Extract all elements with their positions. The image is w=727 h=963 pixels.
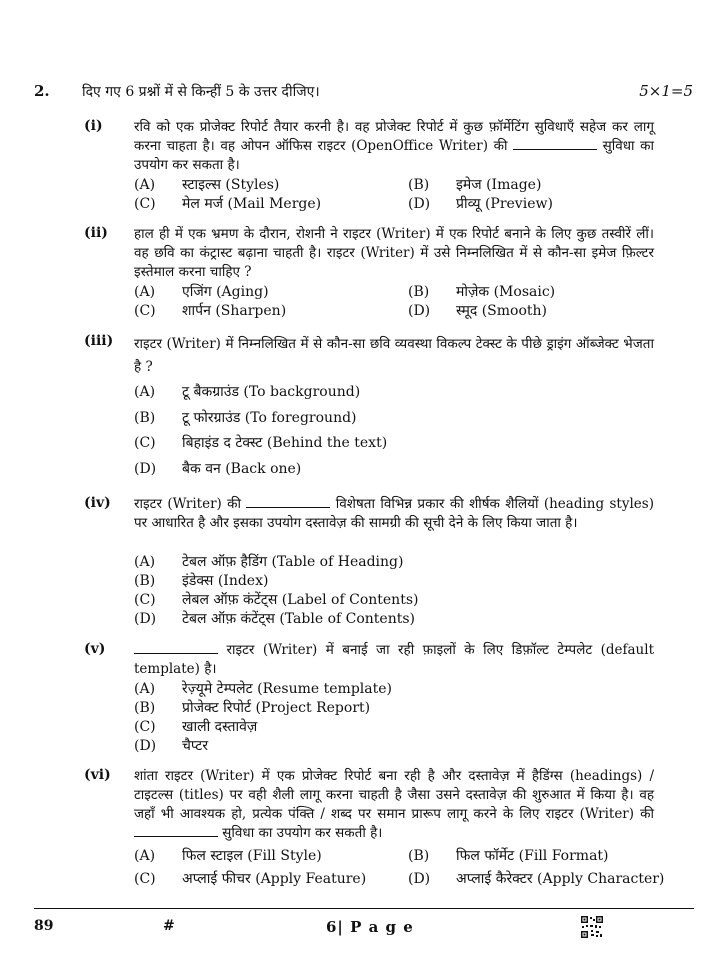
answer-blank — [246, 495, 330, 508]
option-c: (C) अप्लाई फीचर (Apply Feature) — [134, 871, 367, 887]
option-d: (D) अप्लाई कैरेक्टर (Apply Character) — [408, 871, 665, 887]
option-b: (B) टू फोरग्राउंड (To foreground) — [134, 410, 357, 426]
question-number: 2. — [34, 82, 50, 100]
option-d: (D) चैप्टर — [134, 738, 209, 754]
option-c: (C) बिहाइंड द टेक्स्ट (Behind the text) — [134, 435, 388, 451]
question-stem — [134, 641, 654, 679]
part-number: (iii) — [84, 333, 114, 349]
question-stem — [134, 495, 654, 533]
answer-blank — [134, 824, 218, 837]
answer-blank — [134, 641, 218, 654]
option-b: (B) मोज़ेक (Mosaic) — [408, 284, 556, 300]
option-c: (C) खाली दस्तावेज़ — [134, 719, 258, 735]
stem-text-before: शांता राइटर (Writer) में एक प्रोजेक्ट रिपोर्ट बना रही है और दस्तावेज़ में हैडिंग्स (headings) / टाइटल्स (titles) पर वही शैली लागू करना चाहती है जैसा उसने दस्तावेज़ की शुरुआत में किया है। वह जहाँ भी आवश्यक हो, प्रत्येक पंक्ति / शब्द पर समान प्रारूप लागू करने के लिए राइटर (Writer) की — [134, 768, 654, 822]
stem-text-after: सुविधा का उपयोग कर सकता है। — [134, 138, 654, 173]
stem-text-after: राइटर (Writer) में बनाई जा रही फ़ाइलों के लिए डिफ़ॉल्ट टेम्पलेट (default template) है। — [134, 642, 654, 677]
stem-text-after: विशेषता विभिन्न प्रकार की शीर्षक शैलियों (heading styles) पर आधारित है और इसका उपयोग दस्तावेज़ की सामग्री की सूची देने के लिए किया जाता है। — [134, 496, 654, 531]
part-number: (i) — [84, 118, 103, 134]
footer-hash: # — [163, 918, 175, 934]
option-c: (C) लेबल ऑफ़ कंटेंट्स (Label of Contents) — [134, 592, 419, 608]
option-a: (A) फिल स्टाइल (Fill Style) — [134, 848, 322, 864]
question-marks: 5×1=5 — [639, 82, 693, 100]
stem-text-after: सुविधा का उपयोग कर सकती है। — [222, 825, 383, 841]
option-c: (C) मेल मर्ज (Mail Merge) — [134, 196, 322, 212]
part-number: (v) — [84, 641, 106, 657]
answer-blank — [513, 137, 597, 150]
option-a: (A) टेबल ऑफ़ हैडिंग (Table of Heading) — [134, 554, 404, 570]
paper-code: 89 — [34, 918, 54, 934]
option-c: (C) शार्पन (Sharpen) — [134, 303, 287, 319]
option-b: (B) फिल फॉर्मेट (Fill Format) — [408, 848, 609, 864]
qr-code-icon — [581, 916, 603, 938]
question-instruction: दिए गए 6 प्रश्नों में से किन्हीं 5 के उत्तर दीजिए। — [82, 84, 320, 100]
stem-text-before: राइटर (Writer) की — [134, 496, 242, 512]
question-stem: हाल ही में एक भ्रमण के दौरान, रोशनी ने राइटर (Writer) में एक रिपोर्ट बनाने के लिए कुछ तस्वीरें लीं। वह छवि का कंट्रास्ट बढ़ाना चाहती है। राइटर (Writer) में उसे निम्नलिखित में से कौन-सा इमेज फ़िल्टर इस्तेमाल करना चाहिए ? — [134, 226, 654, 280]
part-number: (ii) — [84, 225, 108, 241]
question-stem — [134, 767, 654, 843]
page-number: 6| P a g e — [326, 918, 414, 936]
stem-text-before: रवि को एक प्रोजेक्ट रिपोर्ट तैयार करनी है। वह प्रोजेक्ट रिपोर्ट में कुछ फ़ॉर्मेटिंग सुविधाएँ सहेज कर लागू करना चाहता है। वह ओपन ऑफिस राइटर (OpenOffice Writer) की — [134, 119, 654, 154]
question-stem — [134, 118, 654, 175]
option-a: (A) टू बैकग्राउंड (To background) — [134, 384, 361, 400]
option-d: (D) स्मूद (Smooth) — [408, 303, 547, 319]
question-stem: राइटर (Writer) में निम्नलिखित में से कौन-सा छवि व्यवस्था विकल्प टेक्स्ट के पीछे ड्राइंग ऑब्जेक्ट भेजता है ? — [134, 336, 654, 375]
footer-divider — [34, 908, 694, 909]
option-d: (D) टेबल ऑफ़ कंटेंट्स (Table of Contents) — [134, 611, 415, 627]
option-b: (B) इंडेक्स (Index) — [134, 573, 269, 589]
option-d: (D) प्रीव्यू (Preview) — [408, 196, 553, 212]
option-d: (D) बैक वन (Back one) — [134, 461, 302, 477]
option-a: (A) स्टाइल्स (Styles) — [134, 177, 280, 193]
option-b: (B) प्रोजेक्ट रिपोर्ट (Project Report) — [134, 700, 371, 716]
option-b: (B) इमेज (Image) — [408, 177, 542, 193]
option-a: (A) एजिंग (Aging) — [134, 284, 269, 300]
part-number: (vi) — [84, 767, 111, 783]
part-number: (iv) — [84, 495, 111, 511]
option-a: (A) रेज़्यूमे टेम्पलेट (Resume template) — [134, 681, 392, 697]
